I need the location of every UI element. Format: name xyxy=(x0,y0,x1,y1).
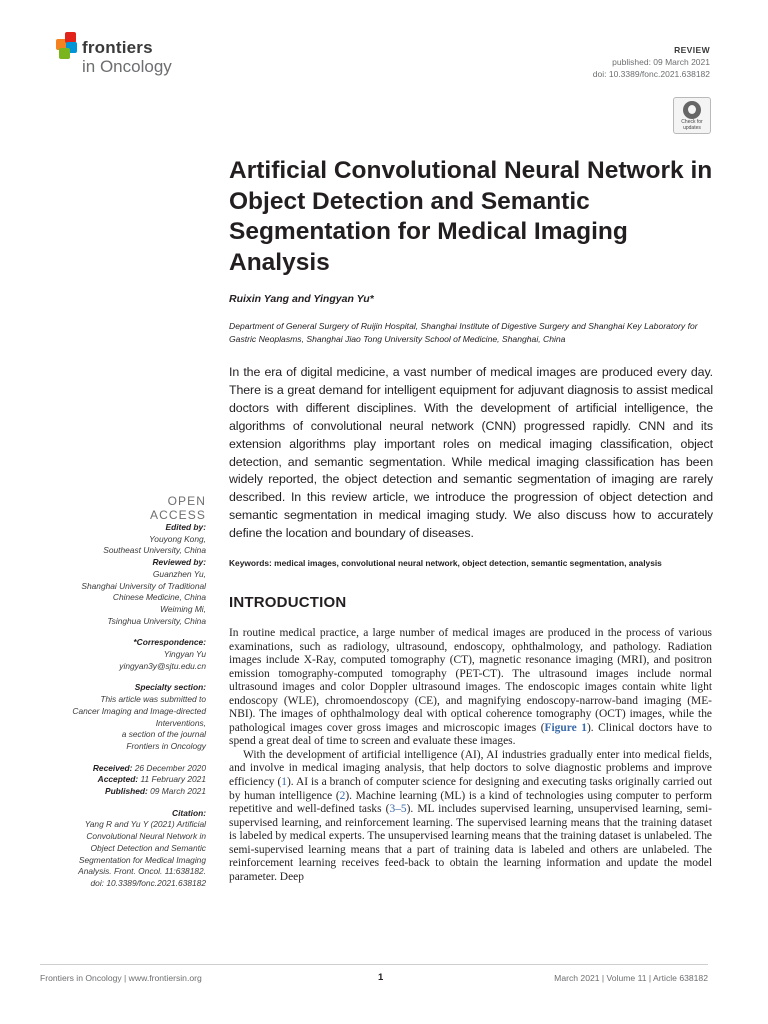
correspondence-email[interactable]: yingyan3y@sjtu.edu.cn xyxy=(119,660,206,671)
citation-line: Analysis. Front. Oncol. 11:638182. xyxy=(78,866,206,877)
journal-name-line1: frontiers xyxy=(82,38,153,57)
reviewed-by-label: Reviewed by: xyxy=(152,557,206,568)
authors: Ruixin Yang and Yingyan Yu* xyxy=(229,293,374,305)
accepted-date: Accepted: 11 February 2021 xyxy=(97,774,206,785)
doi[interactable]: doi: 10.3389/fonc.2021.638182 xyxy=(592,69,710,79)
citation-link-3-5[interactable]: 3–5 xyxy=(389,803,407,816)
page-number: 1 xyxy=(378,972,384,983)
editor-line: Southeast University, China xyxy=(103,545,206,556)
journal-logo xyxy=(56,32,206,80)
footer-divider xyxy=(40,964,708,965)
footer-issue-info: March 2021 | Volume 11 | Article 638182 xyxy=(554,973,708,983)
published-date: published: 09 March 2021 xyxy=(612,57,710,67)
citation-line: Yang R and Yu Y (2021) Artificial xyxy=(84,819,206,830)
article-type: REVIEW xyxy=(674,45,710,55)
article-title: Artificial Convolutional Neural Network in Object Detection and Semantic Segmentation for Medical Imaging Analysis xyxy=(229,157,713,276)
reviewer-line: Shanghai University of Traditional xyxy=(81,580,206,591)
article-info-sidebar xyxy=(40,522,206,890)
citation-label: Citation: xyxy=(172,807,206,818)
published-date-sidebar: Published: 09 March 2021 xyxy=(104,786,206,797)
footer-journal-link[interactable]: Frontiers in Oncology | www.frontiersin.org xyxy=(40,973,202,983)
keywords-list: medical images, convolutional neural network, object detection, semantic segmentation, analysis xyxy=(274,558,662,568)
citation-line: Convolutional Neural Network in xyxy=(86,831,206,842)
editor-line: Youyong Kong, xyxy=(149,533,206,544)
citation-line: doi: 10.3389/fonc.2021.638182 xyxy=(90,877,206,888)
citation-link-1[interactable]: 1 xyxy=(281,776,287,789)
received-date: Received: 26 December 2020 xyxy=(92,762,206,773)
specialty-line: Frontiers in Oncology xyxy=(126,740,206,751)
check-updates-label: Check for updates xyxy=(681,119,703,131)
frontiers-logo-icon xyxy=(56,32,80,58)
keywords xyxy=(229,558,729,568)
check-updates-icon xyxy=(683,101,701,119)
check-for-updates-badge[interactable] xyxy=(673,97,711,134)
specialty-section-label: Specialty section: xyxy=(134,682,206,693)
edited-by-label: Edited by: xyxy=(165,522,206,532)
intro-paragraph-1: In routine medical practice, a large number of medical images are produced in the process of various examinations, such as radiology, ultrasound, endoscopy, ophthalmology, and pathology. Radiation images include X-Ray, computed tomography (CT), magnetic resonance imaging (MRI), and positron emission tomography-computed tomography (PET-CT). The ultrasound images include normal ultrasound images and color Doppler ultrasound images. The endoscopic images contain white light endoscopy (WLE), chromoendoscopy (CE), and magnifying endoscopy-narrow-band imaging (ME-NBI). The images of ophthalmology deal with optical coherence tomography (OCT) images, while the pathological images cover gross images and microscopic images (Figure 1). Clinical doctors have to spend a great deal of time to screen and evaluate these images. xyxy=(229,627,712,748)
open-access-label: OPEN ACCESS xyxy=(150,494,206,522)
specialty-line: This article was submitted to xyxy=(100,694,206,705)
article-meta xyxy=(593,44,710,80)
affiliation: Department of General Surgery of Ruijin Hospital, Shanghai Institute of Digestive Surgery and Shanghai Key Laboratory for Gastric Neoplasms, Shanghai Jiao Tong University School of Medicine, Shanghai, China xyxy=(229,321,698,344)
citation-line: Object Detection and Semantic xyxy=(90,842,206,853)
keywords-label: Keywords: xyxy=(229,558,272,568)
reviewer-line: Guanzhen Yu, xyxy=(152,568,206,579)
abstract: In the era of digital medicine, a vast number of medical images are produced every day. There is a great demand for intelligent equipment for adjuvant diagnosis to assist medical doctors with different disciplines. With the development of artificial intelligence, the algorithms of convolutional neural network (CNN) progressed rapidly. CNN and its extension algorithms play important roles on medical imaging classification, object detection, and semantic segmentation. While medical imaging classification has been widely reported, the object detection and semantic segmentation of imaging are rarely described. In this review article, we introduce the progression of object detection and semantic segmentation in medical imaging study. We also discuss how to accurately define the location and boundary of diseases. xyxy=(229,365,713,541)
introduction-body xyxy=(229,627,712,884)
specialty-line: Interventions, xyxy=(155,717,206,728)
citation-link-2[interactable]: 2 xyxy=(339,789,346,802)
intro-paragraph-2: With the development of artificial intelligence (AI), AI industries gradually enter into medical fields, and involve in medical imaging analysis, that help doctors to solve diagnostic problems and improve efficiency (1). AI is a branch of computer science for designing and executing tasks originally carried out by human intelligence (2). Machine learning (ML) is a kind of technologies using computer to perform repetitive and well-defined tasks (3–5). ML includes supervised learning, unsupervised learning, semi-supervised learning, and reinforcement learning. The supervised learning means that the training dataset is labeled by medical experts. The unsupervised learning means that the training dataset is unlabeled. The semi-supervised learning means that a part of training data is labeled and others are unlabeled. The reinforcement learning receives feed-back to obtain the learning information and update the model parameter. Deep xyxy=(229,748,713,883)
figure-1-link[interactable]: Figure 1 xyxy=(544,721,587,734)
correspondence-label: *Correspondence: xyxy=(133,637,206,648)
section-heading-introduction: INTRODUCTION xyxy=(229,594,347,611)
citation-line: Segmentation for Medical Imaging xyxy=(78,854,206,865)
reviewer-line: Chinese Medicine, China xyxy=(112,592,206,603)
correspondence-name: Yingyan Yu xyxy=(163,649,206,660)
specialty-line: Cancer Imaging and Image-directed xyxy=(72,705,206,716)
reviewer-line: Weiming Mi, xyxy=(160,603,206,614)
specialty-line: a section of the journal xyxy=(121,729,206,740)
journal-name-line2: in Oncology xyxy=(82,57,172,76)
reviewer-line: Tsinghua University, China xyxy=(107,615,206,626)
